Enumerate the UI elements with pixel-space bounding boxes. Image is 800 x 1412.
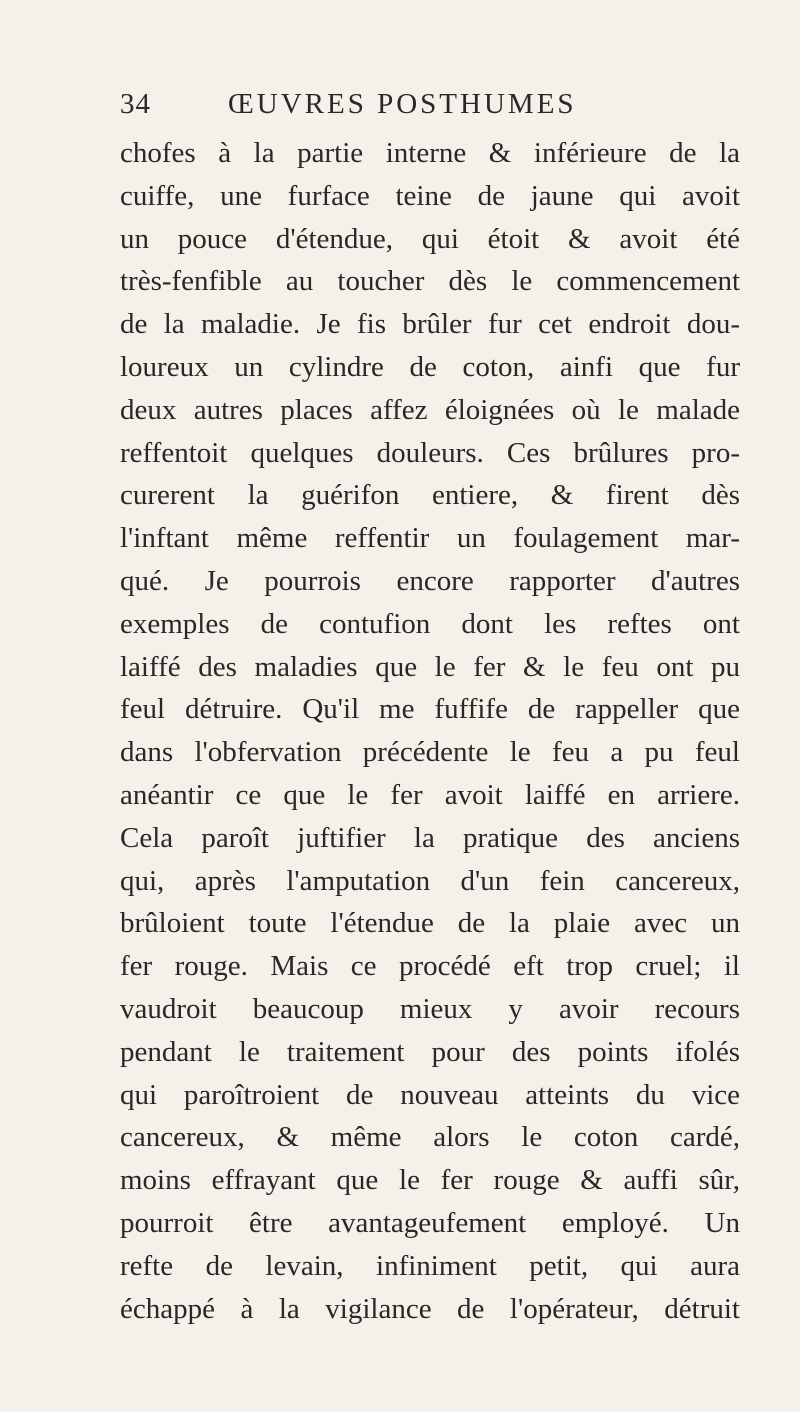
text-line: moins effrayant que le fer rouge & auffi sûr, xyxy=(120,1164,740,1197)
body-text xyxy=(120,132,740,1330)
text-line: exemples de contufion dont les reftes ont xyxy=(120,607,740,640)
text-line: de la maladie. Je fis brûler fur cet endroit dou- xyxy=(120,308,740,341)
text-line: très-fenfible au toucher dès le commencement xyxy=(120,265,740,298)
page-header xyxy=(120,88,740,132)
text-line: cuiffe, une furface teine de jaune qui avoit xyxy=(120,179,740,212)
text-line: refte de levain, infiniment petit, qui aura xyxy=(120,1249,740,1282)
text-line: cancereux, & même alors le coton cardé, xyxy=(120,1121,740,1154)
text-line: chofes à la partie interne & inférieure de la xyxy=(120,137,740,169)
text-line: curerent la guérifon entiere, & firent dès xyxy=(120,479,740,512)
text-line: pendant le traitement pour des points ifolés xyxy=(120,1035,740,1068)
text-line: Cela paroît juftifier la pratique des anciens xyxy=(120,821,740,854)
running-title: ŒUVRES POSTHUMES xyxy=(228,88,577,120)
text-line: feul détruire. Qu'il me fuffife de rappeller que xyxy=(120,693,740,726)
text-line: qué. Je pourrois encore rapporter d'autres xyxy=(120,564,740,597)
text-line: vaudroit beaucoup mieux y avoir recours xyxy=(120,992,740,1025)
text-line: anéantir ce que le fer avoit laiffé en arriere. xyxy=(120,778,740,811)
page-number: 34 xyxy=(120,88,151,120)
text-line: reffentoit quelques douleurs. Ces brûlures pro- xyxy=(120,436,740,469)
text-line: l'inftant même reffentir un foulagement mar- xyxy=(120,522,740,555)
text-line: brûloient toute l'étendue de la plaie avec un xyxy=(120,907,740,940)
text-line: un pouce d'étendue, qui étoit & avoit été xyxy=(120,222,740,255)
text-line: échappé à la vigilance de l'opérateur, détruit xyxy=(120,1292,740,1325)
text-line: deux autres places affez éloignées où le malade xyxy=(120,393,740,426)
text-line: pourroit être avantageufement employé. Un xyxy=(120,1206,740,1239)
text-line: dans l'obfervation précédente le feu a pu feul xyxy=(120,736,740,769)
text-line: qui paroîtroient de nouveau atteints du vice xyxy=(120,1078,740,1111)
text-line: qui, après l'amputation d'un fein cancereux, xyxy=(120,864,740,897)
text-line: laiffé des maladies que le fer & le feu ont pu xyxy=(120,650,740,683)
text-line: loureux un cylindre de coton, ainfi que fur xyxy=(120,350,740,383)
text-line: fer rouge. Mais ce procédé eft trop cruel; il xyxy=(120,950,740,983)
